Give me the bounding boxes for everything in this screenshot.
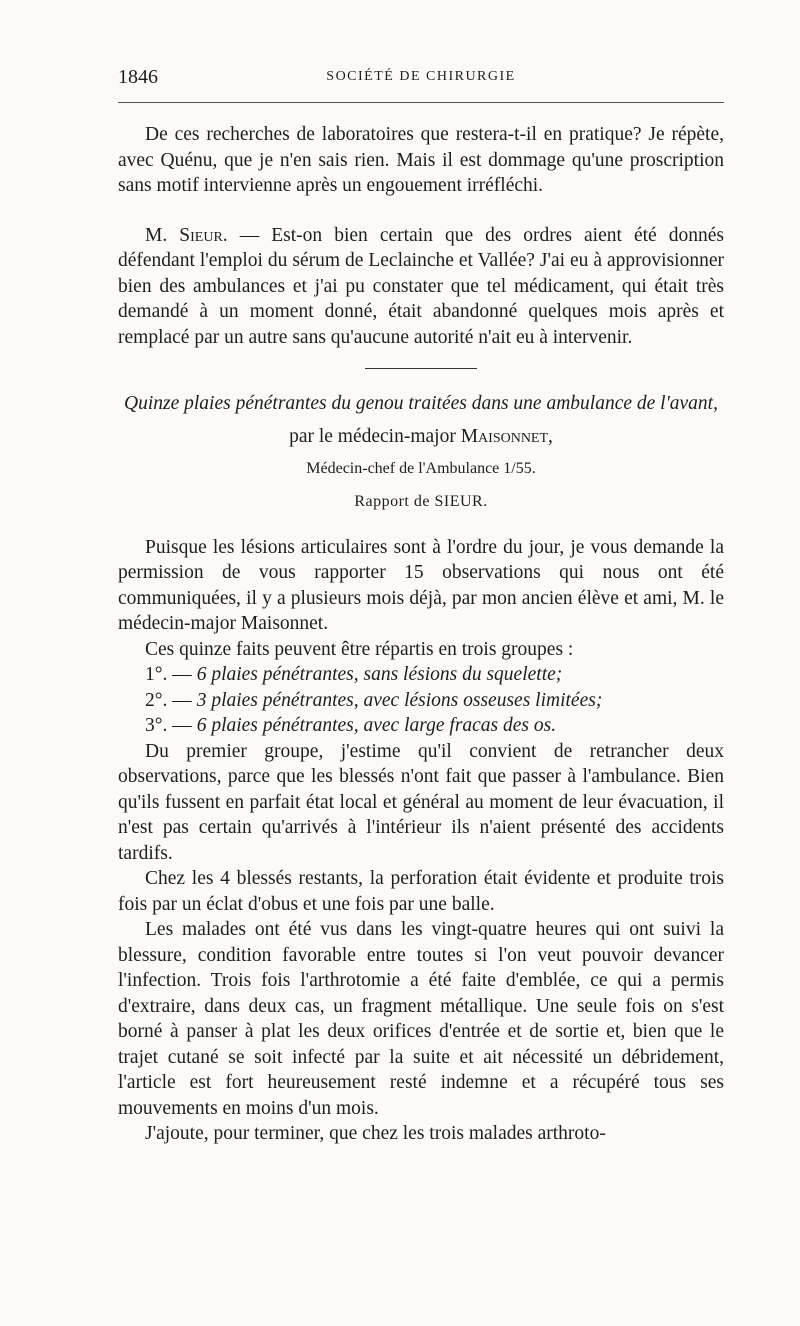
report-credit: Rapport de SIEUR.: [354, 493, 488, 510]
body-paragraph-groups: Ces quinze faits peuvent être répartis en trois groupes :: [145, 638, 574, 660]
body-paragraph-final: J'ajoute, pour terminer, que chez les trois malades arthroto-: [145, 1123, 606, 1144]
paragraph-sieur-remark: [118, 223, 724, 351]
paragraph-conclusion: De ces recherches de laboratoires que restera-t-il en pratique? Je répète, avec Quénu, que je n'en sais rien. Mais il est dommage qu'une proscription sans motif intervienne après un engouement irréfléchi.: [118, 124, 724, 196]
speaker-name: M. Sieur.: [145, 224, 228, 246]
page-content: [118, 122, 724, 1147]
header-rule: [118, 102, 724, 103]
body-paragraph-first-group: Du premier groupe, j'estime qu'il convient de retrancher deux observations, parce que les blessés n'ont fait que passer à l'ambulance. Bien qu'ils fussent en parfait état local et général au moment de leur évacuation, il n'est pas certain qu'arrivés à l'intérieur ils n'aient présenté des accidents tardifs.: [118, 740, 724, 864]
list-number: 3°. —: [145, 715, 197, 736]
list-number: 1°. —: [145, 664, 197, 685]
list-text: 6 plaies pénétrantes, avec large fracas des os.: [196, 715, 557, 736]
body-paragraph-treatment: Les malades ont été vus dans les vingt-quatre heures qui ont suivi la blessure, condition favorable entre toutes si l'on veut pouvoir devancer l'infection. Trois fois l'arthrotomie a été faite d'emblée, ce qui a permis d'extraire, dans deux cas, un fragment métallique. Une seule fois on s'est borné à panser à plat les deux orifices d'entrée et de sortie et, bien que le trajet cutané se soit infecté par la suite et ait nécessité un débridement, l'article est fort heureusement resté indemne et a récupéré tous ses mouvements en moins d'un mois.: [118, 919, 724, 1119]
list-number: 2°. —: [145, 689, 197, 711]
running-title: SOCIÉTÉ DE CHIRURGIE: [326, 69, 516, 84]
section-separator: [365, 368, 477, 369]
page-header: [118, 66, 724, 90]
list-item-group-2: [118, 688, 724, 714]
remark-text: — Est-on bien certain que des ordres aient été donnés défendant l'emploi du sérum de Leclainche et Vallée? J'ai eu à approvisionner bien des ambulances et j'ai pu constater que tel médicament, qui était très demandé à un moment donné, était abandonné quelques mois après et remplacé par un autre sans qu'aucune autorité n'ait eu à intervenir.: [118, 224, 724, 348]
author-name: Maisonnet,: [460, 426, 553, 447]
page-number: 1846: [118, 66, 158, 88]
list-text: 6 plaies pénétrantes, sans lésions du squelette;: [196, 664, 563, 685]
body-paragraph-remaining: Chez les 4 blessés restants, la perforation était évidente et produite trois fois par un éclat d'obus et une fois par une balle.: [118, 868, 724, 915]
article-byline: [118, 424, 724, 450]
author-affiliation: Médecin-chef de l'Ambulance 1/55.: [306, 459, 536, 477]
list-item-group-3: [118, 713, 724, 739]
list-item-group-1: [118, 662, 724, 688]
paragraph-gap: [118, 199, 724, 223]
byline-prefix: par le médecin-major: [289, 426, 461, 447]
body-paragraph-intro: Puisque les lésions articulaires sont à l'ordre du jour, je vous demande la permission de vous rapporter 15 observations qui nous ont été communiquées, il y a plusieurs mois déjà, par mon ancien élève et ami, M. le médecin-major Maisonnet.: [118, 536, 724, 634]
list-text: 3 plaies pénétrantes, avec lésions osseuses limitées;: [196, 689, 603, 711]
article-title: Quinze plaies pénétrantes du genou traitées dans une ambulance de l'avant,: [124, 393, 718, 414]
